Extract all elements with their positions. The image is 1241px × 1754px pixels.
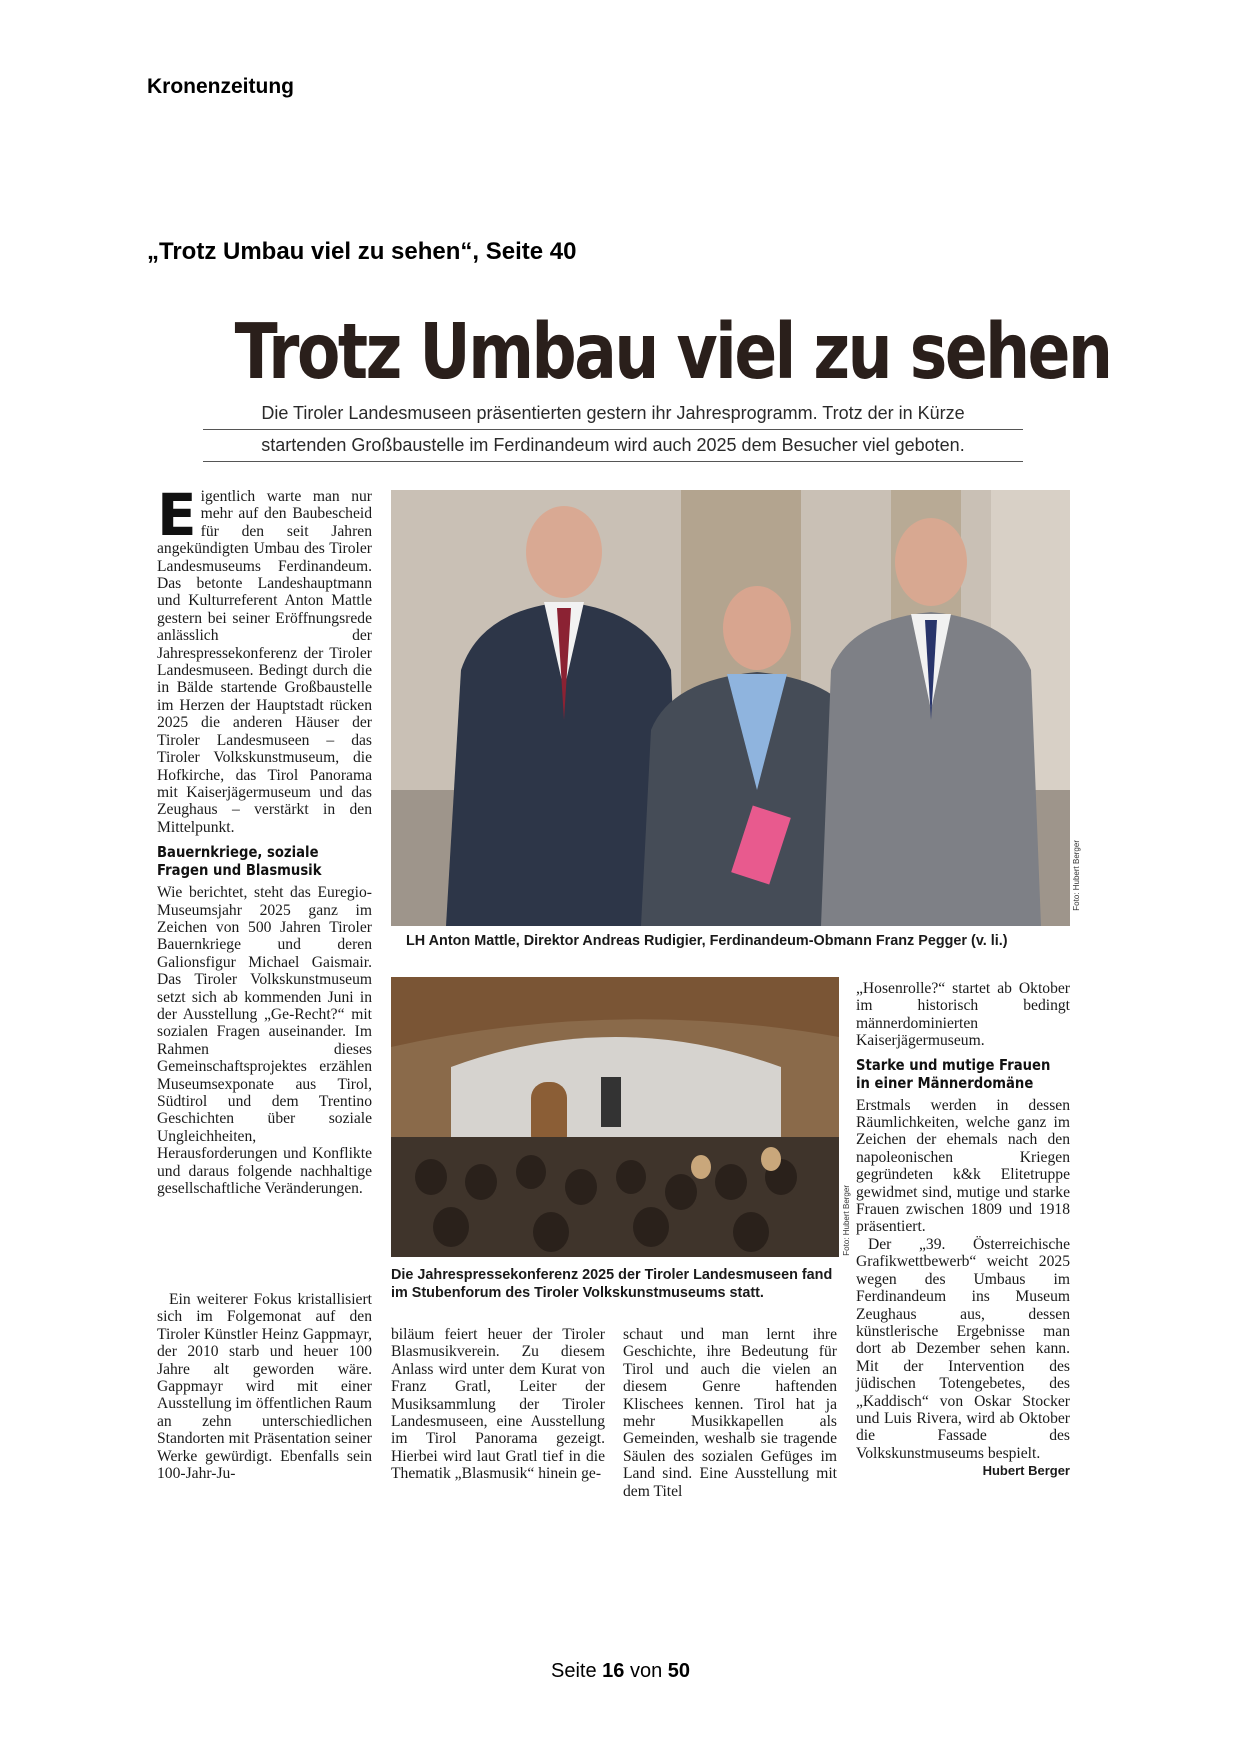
column-4-paragraph-2: Erstmals werden in dessen Räumlichkeiten, welche ganz im Zeichen der ehemals nach den napoleonischen Kriegen gegründeten k&k Elitetruppe gewidmet sind, mutige und starke Frauen zwischen 1809 und 1918 präsentiert. (856, 1096, 1070, 1236)
column-3 (623, 1326, 837, 1500)
subhead-2-line-1: Starke und mutige Frauen (856, 1055, 1051, 1074)
photo-press-conference (391, 977, 839, 1257)
intro-paragraph: igentlich warte man nur mehr auf den Baubescheid für den seit Jahren angekündigten Umbau des Tiroler Landesmuseums Ferdinandeum. Das betonte Landeshauptmann und Kulturreferent Anton Mattle gestern bei seiner Eröffnungsrede anlässlich der Jahrespressekonferenz der Tiroler Landesmuseen. Bedingt durch die in Bälde startende Großbaustelle im Herzen der Hauptstadt rücken 2025 die anderen Häuser der Tiroler Landesmuseen – das Tiroler Volkskunstmuseum, die Hofkirche, das Tirol Panorama mit Kaiserjägermuseum und das Zeughaus – verstärkt in den Mittelpunkt. (157, 488, 372, 836)
column-3-text: schaut und man lernt ihre Geschichte, ihre Bedeutung für Tirol und auch die vielen an diesem Genre haftenden Klischees kennen. Tirol hat ja mehr Musikkapellen als Gemeinden, weshalb sie tragende Säulen des sozialen Gefüges im Land sind. Eine Ausstellung mit dem Titel (623, 1326, 837, 1500)
article-reference: „Trotz Umbau viel zu sehen“, Seite 40 (147, 238, 577, 265)
photo-press-conference-illustration (391, 977, 839, 1257)
footer-prefix: Seite (550, 1660, 597, 1682)
photo-officials-caption: LH Anton Mattle, Direktor Andreas Rudigier, Ferdinandeum-Obmann Franz Pegger (v. li.) (406, 933, 1008, 949)
subhead-1-line-2: Fragen und Blasmusik (157, 861, 322, 880)
deck (203, 398, 1023, 462)
headline: Trotz Umbau viel zu sehen (234, 308, 1111, 397)
drop-cap: E (157, 481, 197, 549)
paragraph-3: Ein weiterer Fokus kristallisiert sich im Folgemonat auf den Tiroler Künstler Heinz Gappmayr, der 2010 starb und heuer 100 Jahre alt geworden wäre. Gappmayr wird mit einer Ausstellung im öffentlichen Raum an zehn unterschiedlichen Standorten mit Präsentation seiner Werke gewürdigt. Ebenfalls sein 100-Jahr-Ju- (157, 1291, 372, 1483)
column-4 (856, 980, 1070, 1480)
subhead-2-line-2: in einer Männerdomäne (856, 1073, 1034, 1092)
photo-officials-illustration (391, 490, 1070, 926)
column-1 (157, 481, 372, 1198)
footer-middle: von (629, 1660, 663, 1682)
column-4-paragraph-3 (856, 1235, 1070, 1479)
page-footer (0, 1660, 1241, 1683)
column-4-paragraph-1: „Hosenrolle?“ startet ab Oktober im historisch bedingt männerdominierten Kaiserjägermuseum. (856, 980, 1070, 1050)
deck-line-1: Die Tiroler Landesmuseen präsentierten gestern ihr Jahresprogramm. Trotz der in Kürze (203, 398, 1023, 430)
photo-press-conference-caption: Die Jahrespressekonferenz 2025 der Tiroler Landesmuseen fand im Stubenforum des Tiroler Volkskunstmuseums statt. (391, 1267, 833, 1301)
publication-name: Kronenzeitung (147, 75, 294, 98)
author-byline: Hubert Berger (982, 1463, 1070, 1479)
column-2 (391, 1326, 605, 1483)
footer-page-number: 16 (602, 1660, 625, 1682)
footer-total-pages: 50 (667, 1660, 691, 1682)
photo-press-conference-credit: Foto: Hubert Berger (842, 1185, 851, 1256)
column-2-text: biläum feiert heuer der Tiroler Blasmusikverein. Zu diesem Anlass wird unter dem Kurat von Franz Gratl, Leiter der Musiksammlung der Tiroler Landesmuseen, eine Ausstellung im Tirol Panorama gezeigt. Hierbei wird laut Gratl tief in die Thematik „Blasmusik“ hinein ge- (391, 1326, 605, 1483)
photo-officials-credit: Foto: Hubert Berger (1072, 840, 1081, 911)
photo-officials (391, 490, 1070, 926)
column-4-paragraph-3-text: Der „39. Österreichische Grafikwettbewerb“ weicht 2025 wegen des Umbaus im Ferdinandeum ins Museum Zeughaus aus, dessen künstlerische Ergebnisse man dort ab Dezember sehen kann. Mit der Intervention des jüdischen Totengebetes, des „Kaddisch“ von Oskar Stocker und Luis Rivera, wird ab Oktober die Fassade des Volkskunstmuseums bespielt. (856, 1235, 1070, 1462)
subhead-1-line-1: Bauernkriege, soziale (157, 843, 319, 862)
paragraph-2: Wie berichtet, steht das Euregio-Museumsjahr 2025 ganz im Zeichen von 500 Jahren Tiroler Bauernkriege und deren Galionsfigur Michael Gaismair. Das Tiroler Volkskunstmuseum setzt sich ab kommenden Juni in der Ausstellung „Ge-Recht?“ mit sozialen Fragen auseinander. Im Rahmen dieses Gemeinschaftsprojektes erzählen Museumsexponate aus Tirol, Südtirol und dem Trentino Geschichten über soziale Ungleichheiten, Herausforderungen und Konflikte und daraus folgende nachhaltige gesellschaftliche Veränderungen. (157, 884, 372, 1198)
deck-line-2: startenden Großbaustelle im Ferdinandeum wird auch 2025 dem Besucher viel geboten. (203, 430, 1023, 462)
column-1-continued (157, 1291, 372, 1482)
